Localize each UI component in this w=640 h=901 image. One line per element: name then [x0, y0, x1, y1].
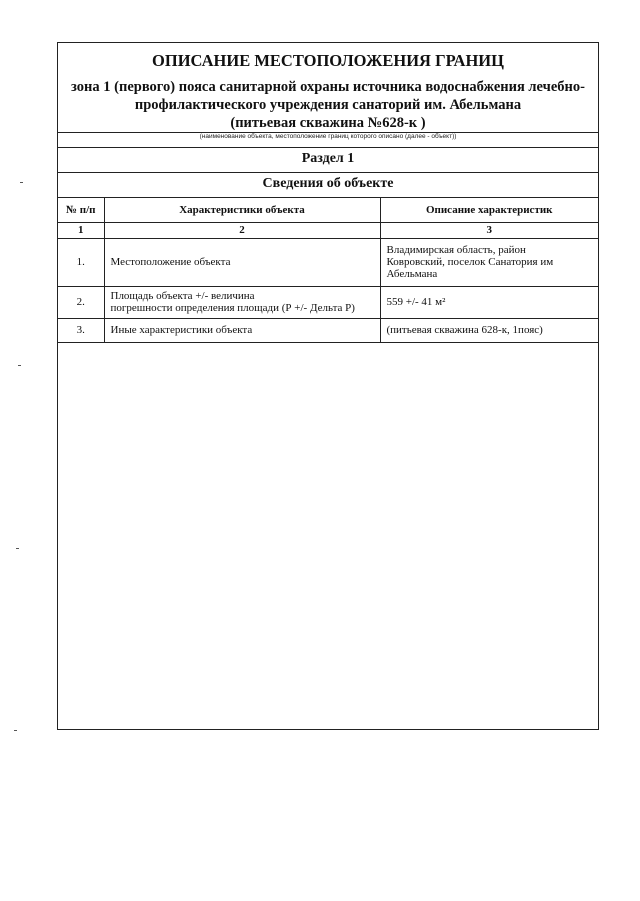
- divider: [58, 172, 598, 173]
- description-line: (питьевая скважина 628-к, 1пояс): [386, 324, 543, 336]
- row-characteristic: [104, 318, 380, 342]
- description-line: Ковровский, поселок Санатория им: [386, 256, 554, 268]
- row-characteristic: [104, 286, 380, 318]
- index-cell: 1: [58, 222, 104, 238]
- row-num: 2.: [58, 286, 104, 318]
- subtitle-line-3: (питьевая скважина №628-к ): [230, 115, 426, 131]
- description-line: Владимирская область, район: [386, 244, 526, 256]
- object-info-table: [58, 198, 598, 343]
- document-title: ОПИСАНИЕ МЕСТОПОЛОЖЕНИЯ ГРАНИЦ: [152, 51, 504, 70]
- header-num: № п/п: [58, 198, 104, 222]
- characteristic-line: погрешности определения площади (Р +/- Дельта Р): [110, 302, 355, 314]
- row-characteristic: [104, 238, 380, 286]
- description-line: Абельмана: [386, 268, 438, 280]
- table-row: [58, 238, 598, 286]
- scan-speck: [14, 730, 17, 731]
- object-caption: (наименование объекта, местоположение границ которого описано (далее - объект)): [199, 133, 457, 140]
- row-num: 1.: [58, 238, 104, 286]
- scan-speck: [18, 365, 21, 366]
- subtitle-line-1: зона 1 (первого) пояса санитарной охраны источника водоснабжения лечебно-: [71, 79, 585, 95]
- document-frame: [57, 42, 599, 730]
- table-row: [58, 318, 598, 342]
- table-index-row: [58, 222, 598, 238]
- index-cell: 2: [104, 222, 380, 238]
- index-cell: 3: [380, 222, 598, 238]
- row-description: [380, 318, 598, 342]
- subtitle-line-2: профилактического учреждения санаторий им. Абельмана: [134, 97, 522, 113]
- scan-speck: [20, 182, 23, 183]
- characteristic-line: Площадь объекта +/- величина: [110, 290, 255, 302]
- characteristic-line: Местоположение объекта: [110, 256, 231, 268]
- row-description: [380, 238, 598, 286]
- scan-speck: [16, 548, 19, 549]
- description-line: 559 +/- 41 м²: [386, 296, 446, 308]
- row-description: [380, 286, 598, 318]
- section-subtitle: Сведения об объекте: [262, 176, 394, 191]
- row-num: 3.: [58, 318, 104, 342]
- section-title: Раздел 1: [301, 151, 355, 166]
- divider: [58, 147, 598, 148]
- characteristic-line: Иные характеристики объекта: [110, 324, 253, 336]
- table-row: [58, 286, 598, 318]
- header-description: Описание характеристик: [380, 198, 598, 222]
- document-subtitle: [58, 78, 598, 132]
- table-header-row: [58, 198, 598, 222]
- header-characteristic: Характеристики объекта: [104, 198, 380, 222]
